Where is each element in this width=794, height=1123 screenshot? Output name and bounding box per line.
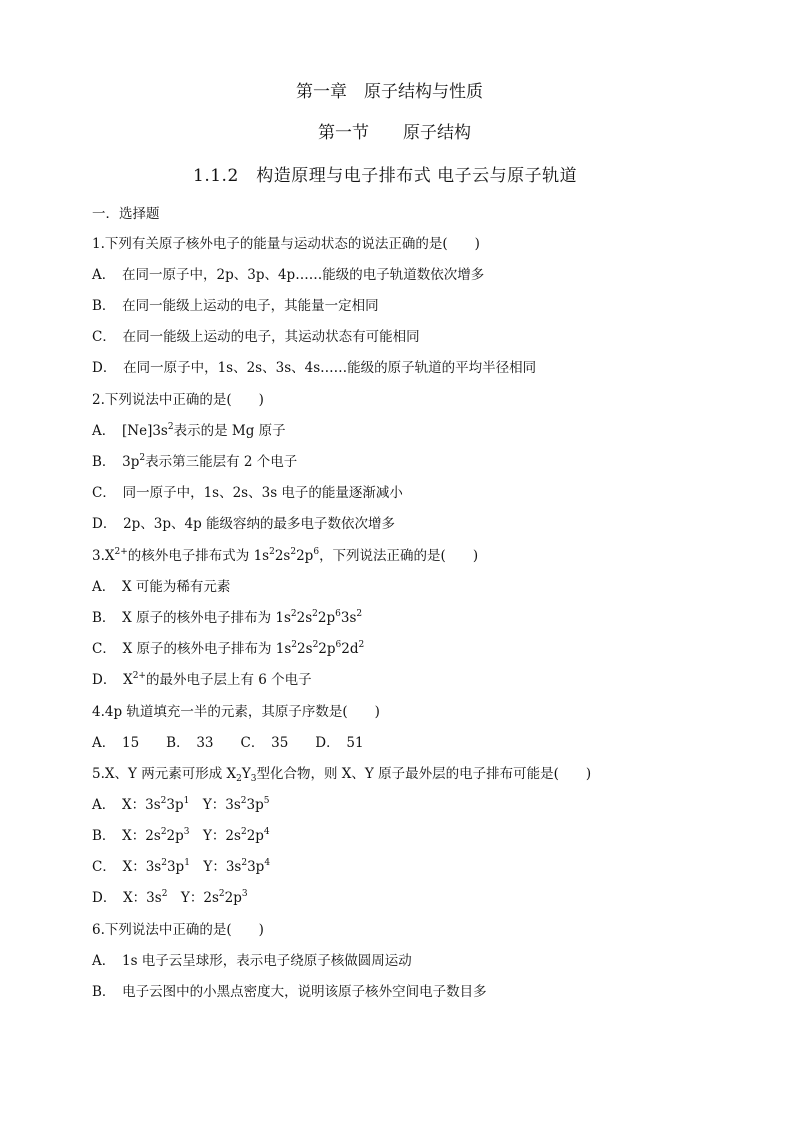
- superscript: 2+: [132, 671, 146, 681]
- superscript: 1: [184, 858, 190, 868]
- text-part: 2p: [246, 828, 264, 844]
- question-1-option-d: D． 在同一原子中，1s、2s、3s、4s……能级的原子轨道的平均半径相同: [92, 360, 537, 376]
- text-part: 3.X: [92, 548, 115, 564]
- text-part: 5.X、Y 两元素可形成 X: [92, 766, 237, 782]
- superscript: 6: [335, 609, 341, 619]
- text-part: Y：3s: [189, 797, 241, 813]
- part-title: 一．选择题: [92, 206, 160, 222]
- superscript: 2: [240, 796, 247, 806]
- question-5-option-c: [92, 859, 270, 875]
- text-part: 3p: [247, 859, 265, 875]
- text-part: 3s: [340, 610, 357, 626]
- text-part: B． X：2s: [92, 828, 161, 844]
- superscript: 3: [183, 827, 190, 837]
- question-2-option-d: D． 2p、3p、4p 能级容纳的最多电子数依次增多: [92, 516, 396, 532]
- text-part: 表示的是 Mg 原子: [173, 423, 286, 439]
- question-2-stem: 2.下列说法中正确的是( ): [92, 392, 264, 408]
- question-4-options: A． 15 B． 33 C． 35 D． 51: [92, 735, 364, 751]
- question-3-option-c: [92, 641, 364, 657]
- superscript: 2: [167, 422, 174, 432]
- text-part: 2p: [317, 610, 336, 626]
- text-part: 2s: [297, 641, 313, 657]
- superscript: 2: [161, 889, 168, 899]
- superscript: 5: [263, 796, 270, 806]
- text-part: 3p: [166, 797, 184, 813]
- superscript: 2: [161, 858, 167, 868]
- superscript: 2: [312, 609, 318, 619]
- superscript: 2: [358, 640, 365, 650]
- superscript: 2+: [114, 547, 128, 557]
- question-1-option-b: B． 在同一能级上运动的电子，其能量一定相同: [92, 298, 379, 314]
- superscript: 4: [264, 858, 271, 868]
- text-part: 2p: [224, 890, 242, 906]
- question-3-option-d: [92, 672, 312, 688]
- superscript: 6: [335, 640, 342, 650]
- section-title: 第一节 原子结构: [318, 123, 471, 143]
- question-1-option-a: A． 在同一原子中，2p、3p、4p……能级的电子轨道数依次增多: [92, 267, 485, 283]
- text-part: 的核外电子排布式为 1s: [127, 548, 270, 564]
- text-part: 2s: [296, 610, 313, 626]
- chapter-title: 第一章 原子结构与性质: [296, 82, 483, 102]
- question-3-option-b: [92, 610, 362, 626]
- text-part: D． X: [92, 672, 133, 688]
- text-part: Y：2s: [189, 828, 241, 844]
- question-5-option-d: [92, 890, 248, 906]
- superscript: 6: [313, 547, 320, 557]
- question-5-option-a: [92, 797, 269, 813]
- question-6-stem: 6.下列说法中正确的是( ): [92, 922, 264, 938]
- question-6-option-b: B． 电子云图中的小黑点密度大，说明该原子核外空间电子数目多: [92, 984, 487, 1000]
- text-part: 2s: [274, 548, 291, 564]
- text-part: 3p: [246, 797, 264, 813]
- question-2-option-a: [92, 423, 286, 439]
- text-part: 表示第三能层有 2 个电子: [145, 454, 298, 470]
- superscript: 2: [160, 827, 167, 837]
- subscript: 2: [236, 774, 242, 784]
- text-part: 型化合物，则 X、Y 原子最外层的电子排布可能是( ): [256, 766, 592, 782]
- question-3-option-a: A． X 可能为稀有元素: [92, 579, 231, 595]
- text-part: 的最外电子层上有 6 个电子: [145, 672, 312, 688]
- superscript: 1: [183, 796, 190, 806]
- question-5-stem: [92, 766, 591, 782]
- text-part: Y：2s: [167, 890, 219, 906]
- text-part: Y: [241, 766, 251, 782]
- question-5-option-b: [92, 828, 270, 844]
- superscript: 2: [218, 889, 225, 899]
- text-part: 3p: [166, 859, 185, 875]
- superscript: 2: [291, 640, 298, 650]
- question-6-option-a: A． 1s 电子云呈球形，表示电子绕原子核做圆周运动: [92, 953, 412, 969]
- text-part: A． X：3s: [92, 797, 161, 813]
- text-part: Y：3s: [189, 859, 242, 875]
- text-part: B． X 原子的核外电子排布为 1s: [92, 610, 291, 626]
- text-part: C． X 原子的核外电子排布为 1s: [92, 641, 292, 657]
- superscript: 2: [290, 547, 297, 557]
- superscript: 2: [139, 453, 146, 463]
- question-1-stem: 1.下列有关原子核外电子的能量与运动状态的说法正确的是( ): [92, 236, 480, 252]
- superscript: 2: [269, 547, 275, 557]
- superscript: 4: [263, 827, 270, 837]
- subscript: 3: [250, 774, 257, 784]
- superscript: 2: [290, 609, 297, 619]
- question-2-option-c: C． 同一原子中，1s、2s、3s 电子的能量逐渐减小: [92, 485, 403, 501]
- text-part: ，下列说法正确的是( ): [319, 548, 479, 564]
- superscript: 3: [241, 889, 248, 899]
- question-2-option-b: [92, 454, 297, 470]
- text-part: A． [Ne]3s: [92, 423, 168, 439]
- superscript: 2: [312, 640, 319, 650]
- question-1-option-c: C． 在同一能级上运动的电子，其运动状态有可能相同: [92, 329, 420, 345]
- question-3-stem: [92, 548, 478, 564]
- text-part: D． X：3s: [92, 890, 162, 906]
- superscript: 2: [356, 609, 363, 619]
- text-part: 2d: [341, 641, 359, 657]
- text-part: 2p: [166, 828, 184, 844]
- text-part: 2p: [318, 641, 336, 657]
- superscript: 2: [240, 827, 247, 837]
- text-part: C． X：3s: [92, 859, 162, 875]
- superscript: 2: [241, 858, 248, 868]
- superscript: 2: [160, 796, 167, 806]
- text-part: B． 3p: [92, 454, 140, 470]
- topic-title: 1.1.2 构造原理与电子排布式 电子云与原子轨道: [193, 166, 578, 186]
- text-part: 2p: [296, 548, 314, 564]
- question-4-stem: 4.4p 轨道填充一半的元素，其原子序数是( ): [92, 704, 380, 720]
